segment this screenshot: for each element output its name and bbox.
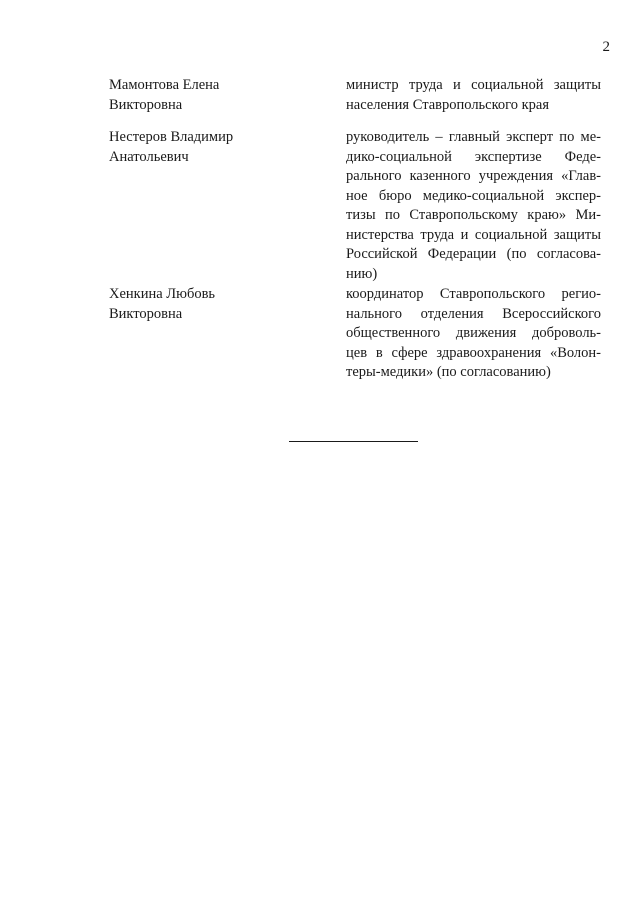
member-name-line: Нестеров Владимир (109, 129, 234, 145)
member-role-line: Российской Федерации (по согласова- (346, 246, 601, 262)
member-role-line: руководитель – главный эксперт по ме- (346, 129, 601, 145)
member-name-line: Хенкина Любовь (109, 286, 216, 302)
member-role (346, 128, 601, 284)
member-role-line: рального казенного учреждения «Глав- (346, 168, 601, 184)
end-separator-line (289, 441, 418, 442)
member-role-line: нию) (346, 265, 378, 282)
member-role-line: нистерства труда и социальной защиты (346, 226, 601, 243)
member-name (109, 76, 309, 115)
member-role-line: населения Ставропольского края (346, 96, 550, 113)
member-name-line: Викторовна (109, 96, 183, 113)
member-role-line: цев в сфере здравоохранения «Волон- (346, 344, 601, 361)
member-role-line: тизы по Ставропольскому краю» Ми- (346, 207, 601, 223)
page-number: 2 (602, 39, 610, 55)
member-name-line: Мамонтова Елена (109, 77, 220, 93)
member-role (346, 76, 601, 115)
member-role-line: министр труда и социальной защиты (346, 77, 601, 93)
member-role-line: нального отделения Всероссийского (346, 305, 601, 322)
member-role-line: координатор Ставропольского регио- (346, 286, 601, 302)
member-role-line: ное бюро медико-социальной экспер- (346, 187, 601, 204)
member-name-line: Викторовна (109, 305, 183, 322)
member-role-line: теры-медики» (по согласованию) (346, 364, 551, 380)
member-name-line: Анатольевич (109, 148, 189, 165)
member-role-line: дико-социальной экспертизе Феде- (346, 148, 601, 165)
member-role (346, 285, 601, 383)
member-name (109, 128, 309, 167)
member-name (109, 285, 309, 324)
member-role-line: общественного движения доброволь- (346, 325, 601, 341)
